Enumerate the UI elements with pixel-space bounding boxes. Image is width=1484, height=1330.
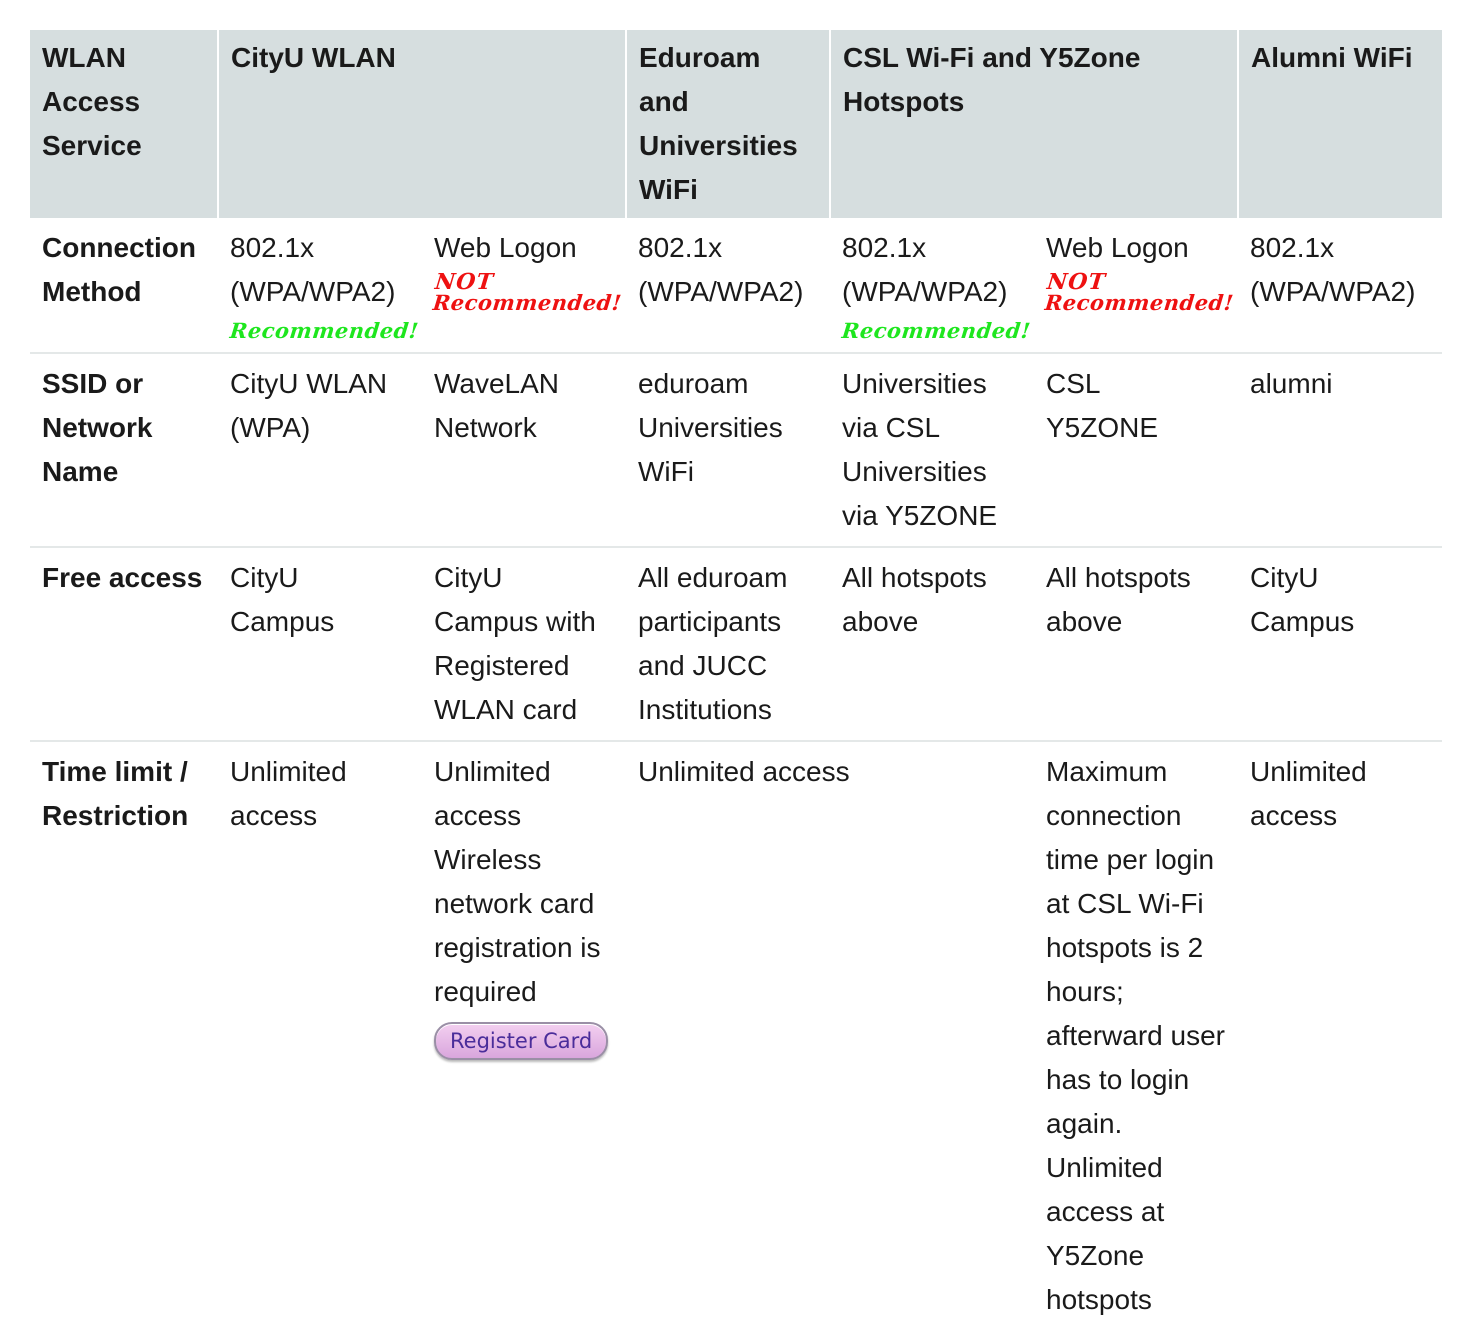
- not-word: NOT: [1045, 269, 1108, 295]
- method-text: 802.1x: [1250, 232, 1335, 263]
- ssid-text: Universities via Y5ZONE: [842, 456, 998, 531]
- method-text: 802.1x: [230, 232, 315, 263]
- ssid-text: CityU WLAN: [230, 368, 388, 399]
- ssid-text: Y5ZONE: [1046, 412, 1159, 443]
- cell-csl-web-ssid: [1034, 353, 1238, 547]
- cell-cityu-web-time: [422, 741, 626, 1330]
- not-recommended-word: Recommended!: [431, 290, 623, 315]
- cell-eduroam-method: [626, 218, 830, 353]
- row-ssid: [30, 353, 1442, 547]
- ssid-text: Network: [434, 412, 537, 443]
- cell-eduroam-csl-time: Unlimited access: [626, 741, 1034, 1330]
- row-time-limit: [30, 741, 1442, 1330]
- cell-cityu-8021x-ssid: [218, 353, 422, 547]
- row-connection-method: [30, 218, 1442, 353]
- register-card-button[interactable]: Register Card: [434, 1022, 608, 1060]
- row-label-ssid: SSID or Network Name: [30, 353, 218, 547]
- cell-cityu-8021x-free: CityU Campus: [218, 547, 422, 741]
- row-label-free-access: Free access: [30, 547, 218, 741]
- ssid-text: Universities via CSL: [842, 368, 987, 443]
- cell-eduroam-free: All eduroam participants and JUCC Institutions: [626, 547, 830, 741]
- header-csl-y5zone: CSL Wi-Fi and Y5Zone Hotspots: [830, 30, 1238, 218]
- cell-csl-web-free: All hotspots above: [1034, 547, 1238, 741]
- not-recommended-word: Recommended!: [1043, 290, 1235, 315]
- method-text: 802.1x: [638, 232, 723, 263]
- ssid-text: (WPA): [230, 412, 311, 443]
- method-text: (WPA/WPA2): [230, 276, 396, 307]
- method-text: (WPA/WPA2): [1250, 276, 1416, 307]
- recommended-badge: Recommended!: [228, 318, 420, 343]
- method-text: (WPA/WPA2): [842, 276, 1008, 307]
- method-text: Web Logon: [434, 232, 577, 263]
- method-text: 802.1x: [842, 232, 927, 263]
- cell-alumni-ssid: alumni: [1238, 353, 1442, 547]
- row-free-access: [30, 547, 1442, 741]
- cell-alumni-method: [1238, 218, 1442, 353]
- cell-csl-8021x-ssid: [830, 353, 1034, 547]
- header-row: [30, 30, 1442, 218]
- cell-csl-8021x-free: All hotspots above: [830, 547, 1034, 741]
- recommended-badge: Recommended!: [840, 318, 1032, 343]
- not-recommended-badge: [431, 269, 623, 315]
- registration-note: Wireless network card registration is required: [434, 844, 601, 1007]
- y5zone-note: Unlimited access at Y5Zone hotspots: [1046, 1152, 1165, 1315]
- cell-csl-8021x-method: [830, 218, 1034, 353]
- not-word: NOT: [433, 269, 496, 295]
- ssid-text: CSL: [1046, 368, 1101, 399]
- header-cityu-wlan: CityU WLAN: [218, 30, 626, 218]
- method-text: Web Logon: [1046, 232, 1189, 263]
- cell-cityu-8021x-method: [218, 218, 422, 353]
- header-eduroam: Eduroam and Universities WiFi: [626, 30, 830, 218]
- time-text: Maximum connection time per login at CSL Wi-Fi hotspots is 2 hours; afterward user has to login again.: [1046, 756, 1225, 1139]
- method-text: (WPA/WPA2): [638, 276, 804, 307]
- ssid-text: WaveLAN: [434, 368, 560, 399]
- cell-cityu-web-method: [422, 218, 626, 353]
- cell-alumni-time: Unlimited access: [1238, 741, 1442, 1330]
- row-label-connection: Connection Method: [42, 232, 196, 307]
- header-service: WLAN Access Service: [30, 30, 218, 218]
- ssid-text: eduroam: [638, 368, 749, 399]
- wlan-comparison-table: [30, 30, 1442, 1330]
- cell-csl-web-time: [1034, 741, 1238, 1330]
- ssid-text: Universities WiFi: [638, 412, 783, 487]
- cell-alumni-free: CityU Campus: [1238, 547, 1442, 741]
- cell-eduroam-ssid: [626, 353, 830, 547]
- cell-cityu-web-ssid: [422, 353, 626, 547]
- cell-cityu-8021x-time: Unlimited access: [218, 741, 422, 1330]
- cell-csl-web-method: [1034, 218, 1238, 353]
- time-text: Unlimited access: [434, 756, 551, 831]
- row-label-time-limit: Time limit / Restriction: [30, 741, 218, 1330]
- cell-cityu-web-free: CityU Campus with Registered WLAN card: [422, 547, 626, 741]
- not-recommended-badge: [1043, 269, 1235, 315]
- header-alumni-wifi: Alumni WiFi: [1238, 30, 1442, 218]
